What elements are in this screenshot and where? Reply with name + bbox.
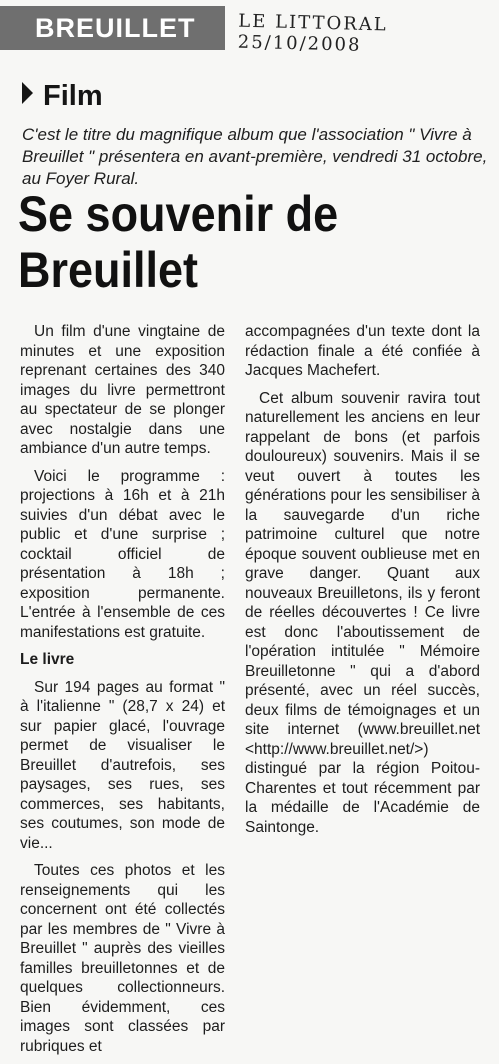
body-paragraph: Cet album souvenir ravira tout naturellement les anciens en leur rappelant de bons (et parfois douloureux) souvenirs. Mais il se veut ouvert à toutes les générations pour les sensibiliser à la sauvegarde d'un riche patrimoine culturel que notre époque souvent oublieuse met en grave danger. Quant aux nouveaux Breuilletons, ils y feront de réelles découvertes ! Ce livre est donc l'aboutissement de l'opération intitulée " Mémoire Breuilletonne " qui a d'abord présenté, avec un réel succès, deux films de témoignages et un site internet (www.breuillet.net <http://www.breuillet.net/>) distingué par la région Poitou-Charentes et tout récemment par la médaille de l'Académie de Saintonge. bbox=[245, 389, 480, 836]
body-paragraph: Voici le programme : projections à 16h et à 21h suivies d'un débat avec le public et d'une surprise ; cocktail officiel de présentation à 18h ; exposition permanente. L'entrée à l'ensemble de ces manifestations est gratuite. bbox=[20, 467, 225, 641]
rubric-banner: BREUILLET bbox=[0, 6, 225, 50]
section-arrow-icon bbox=[22, 82, 33, 104]
body-paragraph: accompagnées d'un texte dont la rédaction finale a été confiée à Jacques Machefert. bbox=[245, 323, 480, 379]
article-title: Se souvenir de Breuillet bbox=[18, 186, 339, 298]
handwritten-annotation: LE LITTORAL 25/10/2008 bbox=[237, 10, 389, 56]
section-label bbox=[22, 80, 103, 113]
left-column bbox=[20, 322, 225, 1064]
body-paragraph: Un film d'une vingtaine de minutes et une exposition reprenant certaines des 340 images du livre permettront au spectateur de se plonger avec nostalgie dans une ambiance d'un autre temps. bbox=[20, 323, 225, 457]
subheading: Le livre bbox=[20, 651, 75, 668]
body-paragraph: Sur 194 pages au format " à l'italienne " (28,7 x 24) et sur papier glacé, l'ouvrage permet de visualiser le Breuillet d'autrefois, ses paysages, ses rues, ses commerces, ses habitants, ses coutumes, son mode de vie... bbox=[20, 678, 225, 852]
body-paragraph: Toutes ces photos et les renseignements qui les concernent ont été collectés par les membres de " Vivre à Breuillet " auprès des vieilles familles breuilletonnes et de quelques collectionneurs. Bien évidemment, ces images sont classées par rubriques et bbox=[20, 862, 225, 1055]
right-column bbox=[245, 322, 480, 845]
article-chapo: C'est le titre du magnifique album que l'association " Vivre à Breuillet " présentera en avant-première, vendredi 31 octobre, au Foyer Rural. bbox=[22, 125, 488, 188]
section-text: Film bbox=[43, 80, 103, 112]
